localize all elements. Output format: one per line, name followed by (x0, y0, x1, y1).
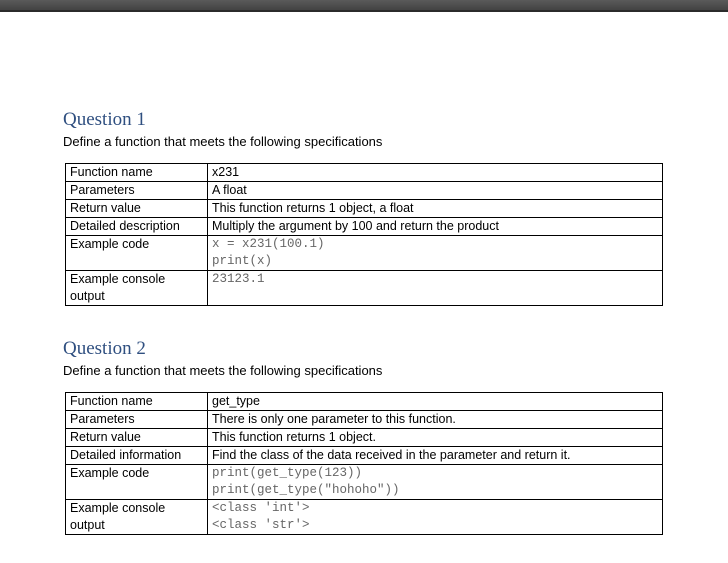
code-line: x = x231(100.1) (212, 237, 325, 251)
spec-key: Detailed description (66, 218, 208, 236)
spec-value: get_type (208, 393, 663, 411)
spec-key: Function name (66, 164, 208, 182)
spec-value: Multiply the argument by 100 and return the product (208, 218, 663, 236)
spec-value: This function returns 1 object, a float (208, 200, 663, 218)
question-1-description: Define a function that meets the following specifications (63, 134, 383, 149)
spec-key: Return value (66, 200, 208, 218)
spec-key: Example code (66, 236, 208, 271)
question-2-title: Question 2 (63, 338, 146, 359)
output-line: 23123.1 (212, 272, 265, 286)
spec-value: This function returns 1 object. (208, 429, 663, 447)
spec-key: Return value (66, 429, 208, 447)
spec-value (208, 500, 663, 535)
spec-key: Example console output (66, 271, 208, 306)
spec-key: Example console output (66, 500, 208, 535)
window-top-bar (0, 0, 728, 12)
table-row (66, 465, 663, 500)
question-1-title: Question 1 (63, 109, 146, 130)
table-row (66, 411, 663, 429)
spec-key: Detailed information (66, 447, 208, 465)
output-line: <class 'int'> (212, 501, 310, 515)
spec-key: Example code (66, 465, 208, 500)
question-1-spec-table (65, 163, 663, 306)
spec-key: Parameters (66, 182, 208, 200)
table-row (66, 200, 663, 218)
code-line: print(x) (212, 254, 273, 268)
spec-value (208, 465, 663, 500)
code-line: print(get_type(123)) (212, 466, 363, 480)
question-2-description: Define a function that meets the following specifications (63, 363, 383, 378)
spec-value: Find the class of the data received in the parameter and return it. (208, 447, 663, 465)
table-row (66, 218, 663, 236)
table-row (66, 447, 663, 465)
question-2-spec-table (65, 392, 663, 535)
spec-value: x231 (208, 164, 663, 182)
spec-value (208, 271, 663, 306)
table-row (66, 236, 663, 271)
table-row (66, 182, 663, 200)
code-line: print(get_type("hohoho")) (212, 483, 400, 497)
table-row (66, 164, 663, 182)
table-row (66, 429, 663, 447)
spec-value: There is only one parameter to this function. (208, 411, 663, 429)
spec-key: Parameters (66, 411, 208, 429)
spec-key: Function name (66, 393, 208, 411)
spec-value: A float (208, 182, 663, 200)
spec-value (208, 236, 663, 271)
table-row (66, 500, 663, 535)
table-row (66, 271, 663, 306)
table-row (66, 393, 663, 411)
output-line: <class 'str'> (212, 518, 310, 532)
